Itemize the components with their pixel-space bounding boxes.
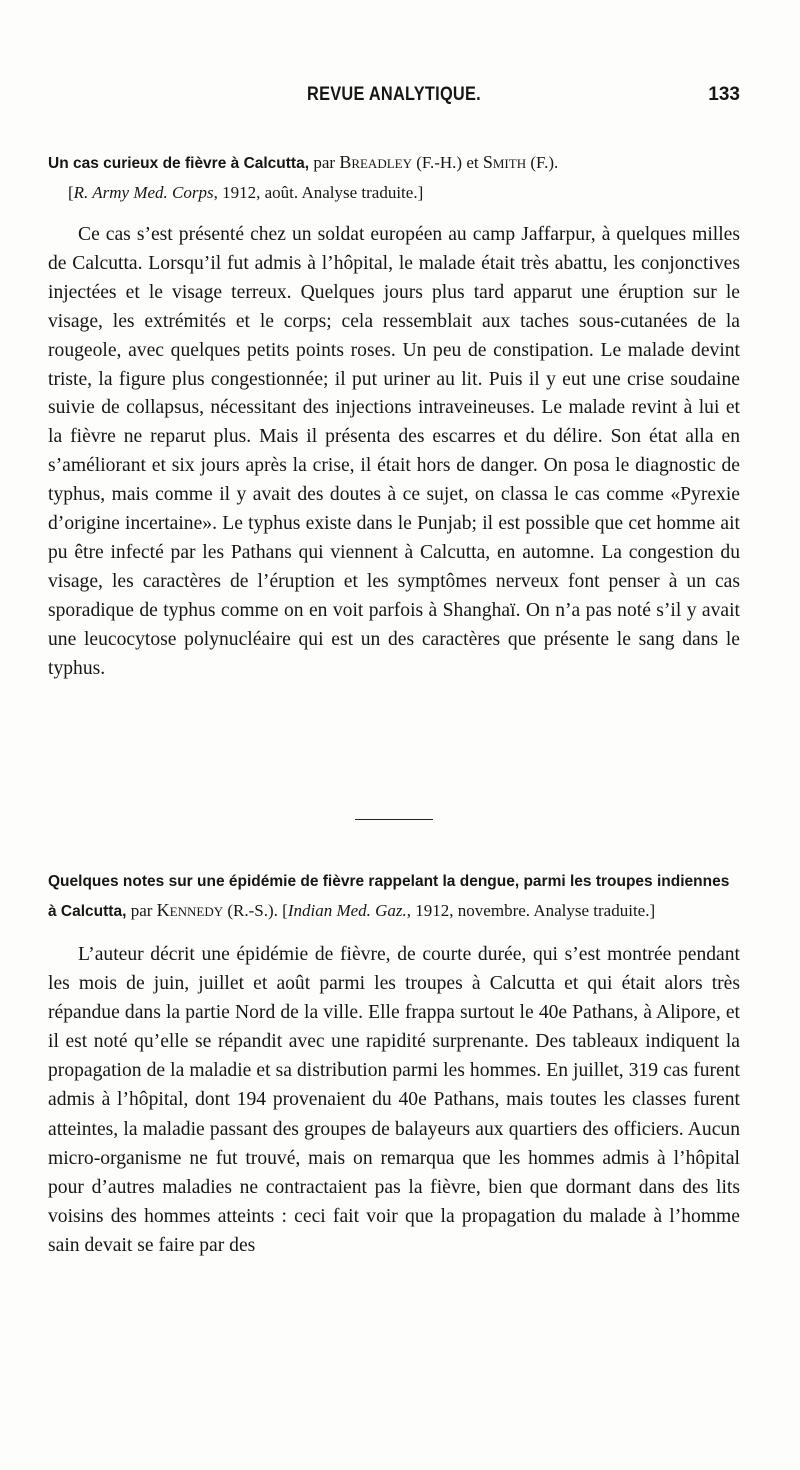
author-name: Breadley (339, 152, 412, 172)
page-number: 133 (708, 84, 740, 105)
author-initials: (R.-S.). (223, 901, 283, 920)
by-word: par (313, 153, 340, 172)
source-journal: Indian Med. Gaz. (287, 901, 407, 920)
article-body: Ce cas s’est présenté chez un soldat européen au camp Jaffarpur, à quelques milles de Calcutta. Lorsqu’il fut admis à l’hôpital, le malade était très abattu, les conjonctives injectées et le visage terreux. Quelques jours plus tard apparut une éruption sur le visage, les extrémités et le corps; cela ressemblait aux taches sous-cutanées de la rougeole, avec quelques petits points roses. Un peu de constipation. Le malade devint triste, la figure plus congestionnée; il put uriner au lit. Puis il y eut une crise soudaine suivie de collapsus, nécessitant des injections intraveineuses. Le malade revint à lui et la fièvre ne reparut plus. Mais il présenta des escarres et du délire. Son état alla en s’améliorant et six jours après la crise, il était hors de danger. On posa le diagnostic de typhus, mais comme il y avait des doutes à ce sujet, on classa le cas comme «Pyrexie d’origine incertaine». Le typhus existe dans le Punjab; il est possible que cet homme ait pu être infecté par les Pathans qui viennent à Calcutta, en automne. La congestion du visage, les caractères de l’éruption et les symptômes nerveux font penser à un cas sporadique de typhus comme on en voit parfois à Shanghaï. On n’a pas noté s’il y avait une leucocytose polynucléaire qui est un des caractères que présente le sang dans le typhus. (48, 224, 740, 679)
author-initials: (F.-H.) et (411, 153, 483, 172)
author-name: Smith (482, 152, 527, 172)
page-header (48, 84, 740, 118)
source-bracket: [ (68, 183, 74, 202)
source-bracket: [ (282, 901, 288, 920)
source-journal: R. Army Med. Corps (73, 183, 214, 202)
by-word: par (130, 901, 157, 920)
source-details: , 1912, août. Analyse traduite.] (213, 183, 424, 202)
article-headline (48, 866, 740, 926)
section-divider (355, 819, 433, 820)
article-title: Quelques notes sur une épidémie de fièvre rappelant la dengue, parmi les troupes indiennes à Calcutta, (48, 873, 730, 920)
article-body: L’auteur décrit une épidémie de fièvre, de courte durée, qui s’est montrée pendant les mois de juin, juillet et août parmi les troupes à Calcutta et qui était alors très répandue dans la partie Nord de la ville. Elle frappa surtout le 40e Pathans, à Alipore, et il est noté qu’elle se répandit avec une rapidité surprenante. Des tableaux indiquent la propagation de la maladie et sa distribution parmi les hommes. En juillet, 319 cas furent admis à l’hôpital, dont 194 provenaient du 40e Pathans, mais toutes les classes furent atteintes, la maladie passant des groupes de balayeurs aux quartiers des officiers. Aucun micro-organisme ne fut trouvé, mais on remarqua que les hommes admis à l’hôpital pour d’autres maladies ne contractaient pas la fièvre, bien que dormant dans des lits voisins des hommes atteints : ceci fait voir que la propagation du malade à l’homme sain devait se faire par des (48, 944, 740, 1256)
article-calcutta-fever (48, 148, 740, 684)
author-initials: (F.). (526, 153, 559, 172)
author-name: Kennedy (156, 900, 224, 920)
article-title: Un cas curieux de fièvre à Calcutta, (48, 155, 314, 172)
article-dengue-epidemic (48, 866, 740, 1260)
article-headline (48, 148, 740, 207)
running-title: REVUE ANALYTIQUE. (307, 84, 481, 105)
source-details: , 1912, novembre. Analyse traduite.] (406, 901, 656, 920)
